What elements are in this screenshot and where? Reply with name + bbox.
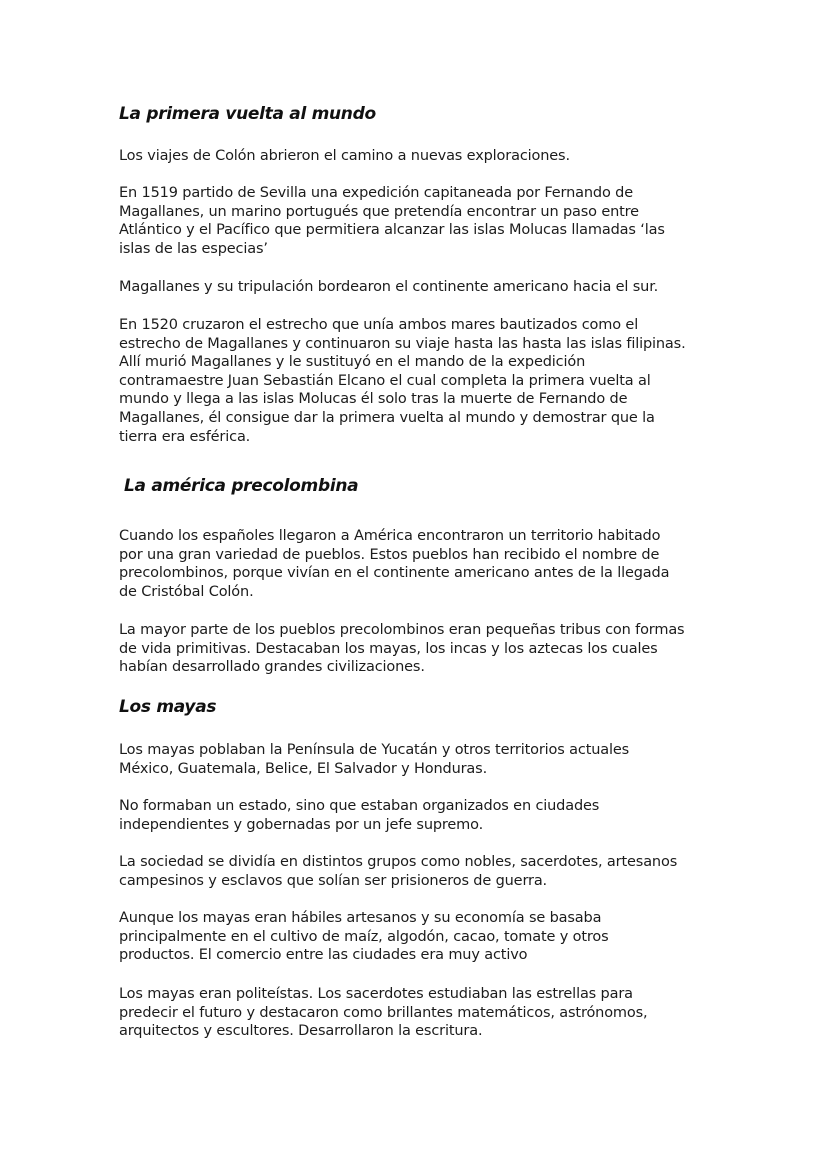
text-line: contramaestre Juan Sebastián Elcano el cual completa la primera vuelta al — [119, 372, 651, 389]
paragraph — [119, 316, 719, 446]
text-line: precolombinos, porque vivían en el continente americano antes de la llegada — [119, 565, 670, 582]
text-line: arquitectos y escultores. Desarrollaron la escritura. — [119, 1023, 483, 1040]
text-line: Magallanes, un marino portugués que pretendía encontrar un paso entre — [119, 203, 639, 220]
text-line: Los mayas eran politeístas. Los sacerdotes estudiaban las estrellas para — [119, 986, 633, 1002]
text-line: productos. El comercio entre las ciudades era muy activo — [119, 947, 528, 964]
paragraph — [119, 853, 719, 890]
paragraph — [119, 621, 719, 677]
text-line: Atlántico y el Pacífico que permitiera alcanzar las islas Molucas llamadas ‘las — [119, 222, 665, 239]
text-line: No formaban un estado, sino que estaban organizados en ciudades — [119, 798, 600, 814]
text-line: de vida primitivas. Destacaban los mayas, los incas y los aztecas los cuales — [119, 640, 658, 657]
text-line: Aunque los mayas eran hábiles artesanos y su economía se basaba — [119, 910, 602, 926]
text-line: islas de las especias’ — [119, 240, 268, 257]
paragraph — [119, 527, 719, 601]
paragraph — [119, 741, 719, 778]
text-line: Allí murió Magallanes y le sustituyó en el mando de la expedición — [119, 354, 586, 371]
text-line: Magallanes, él consigue dar la primera vuelta al mundo y demostrar que la — [119, 409, 655, 426]
text-line: predecir el futuro y destacaron como brillantes matemáticos, astrónomos, — [119, 1004, 648, 1021]
text-line: Los viajes de Colón abrieron el camino a nuevas exploraciones. — [119, 148, 570, 164]
paragraph — [119, 797, 719, 834]
text-line: por una gran variedad de pueblos. Estos pueblos han recibido el nombre de — [119, 546, 660, 563]
text-line: estrecho de Magallanes y continuaron su viaje hasta las hasta las islas filipinas. — [119, 335, 686, 352]
text-line: México, Guatemala, Belice, El Salvador y Honduras. — [119, 760, 488, 777]
text-line: Cuando los españoles llegaron a América encontraron un territorio habitado — [119, 528, 661, 544]
paragraph — [119, 985, 719, 1041]
text-line: mundo y llega a las islas Molucas él solo tras la muerte de Fernando de — [119, 391, 628, 408]
text-line: tierra era esférica. — [119, 428, 251, 445]
text-line: En 1520 cruzaron el estrecho que unía ambos mares bautizados como el — [119, 317, 639, 333]
text-line: de Cristóbal Colón. — [119, 583, 254, 600]
text-line: independientes y gobernadas por un jefe supremo. — [119, 816, 484, 833]
text-line: Magallanes y su tripulación bordearon el continente americano hacia el sur. — [119, 279, 659, 295]
paragraph — [119, 909, 719, 965]
paragraph — [119, 278, 719, 297]
paragraph — [119, 147, 719, 166]
section-heading-primera-vuelta: La primera vuelta al mundo — [119, 104, 376, 124]
text-line: La sociedad se dividía en distintos grupos como nobles, sacerdotes, artesanos — [119, 854, 678, 870]
text-line: La mayor parte de los pueblos precolombinos eran pequeñas tribus con formas — [119, 622, 685, 638]
text-line: Los mayas poblaban la Península de Yucatán y otros territorios actuales — [119, 742, 630, 758]
text-line: principalmente en el cultivo de maíz, algodón, cacao, tomate y otros — [119, 928, 609, 945]
section-heading-los-mayas: Los mayas — [119, 697, 217, 717]
paragraph — [119, 184, 719, 258]
text-line: campesinos y esclavos que solían ser prisioneros de guerra. — [119, 872, 548, 889]
section-heading-america-precolombina: La américa precolombina — [124, 476, 359, 496]
text-line: habían desarrollado grandes civilizaciones. — [119, 659, 425, 676]
text-line: En 1519 partido de Sevilla una expedición capitaneada por Fernando de — [119, 185, 633, 201]
